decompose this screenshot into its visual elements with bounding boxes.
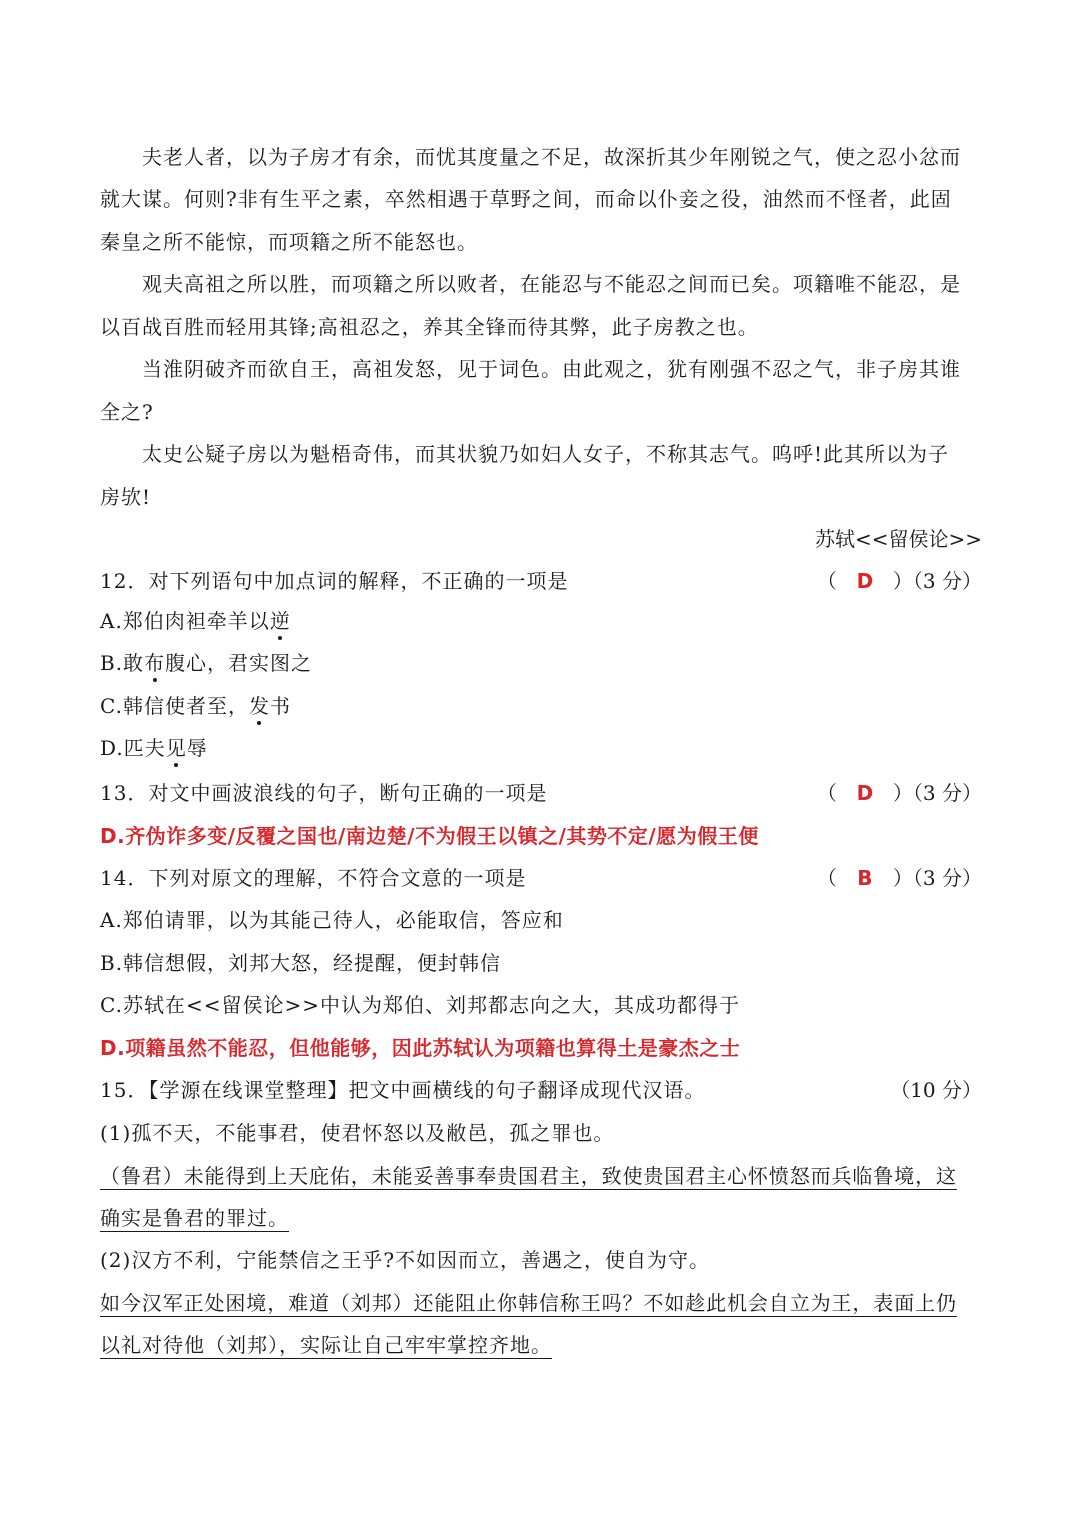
q12-stem: 12．对下列语句中加点词的解释，不正确的一项是	[100, 569, 569, 593]
q12-option-d: D.匹夫见辱	[100, 736, 208, 760]
q12-option-c-dotted: 发	[248, 694, 270, 718]
q13-answer-text: D.齐伪诈多变/反覆之国也/南边楚/不为假王以镇之/其势不定/愿为假王便	[100, 824, 759, 848]
q15-answer-1-line1: （鲁君）未能得到上天庇佑，未能妥善事奉贵国君主，致使贵国君主心怀愤怒而兵临鲁境，这	[100, 1164, 957, 1188]
q13-stem: 13．对文中画波浪线的句子，断句正确的一项是	[100, 781, 548, 805]
q13-answer-box	[817, 779, 982, 807]
q14-option-c: C.苏轼在<<留侯论>>中认为郑伯、刘邦都志向之大，其成功都得于	[100, 993, 740, 1017]
q12-answer: D	[856, 569, 874, 593]
q14-answer-box	[817, 864, 982, 892]
passage-source: 苏轼<<留侯论>>	[814, 527, 982, 551]
q13-paren-close: ）	[892, 781, 913, 805]
q15-answer-2-line1: 如今汉军正处困境，难道（刘邦）还能阻止你韩信称王吗？不如趁此机会自立为王，表面上仍	[100, 1291, 957, 1315]
q12-option-b-dotted: 布	[144, 651, 166, 675]
q14-option-b: B.韩信想假，刘邦大怒，经提醒，便封韩信	[100, 951, 502, 975]
q14-option-a: A.郑伯请罪，以为其能己待人，必能取信，答应和	[100, 908, 564, 932]
q13-paren-open: （	[816, 781, 837, 805]
q15-sentence-2: (2)汉方不利，宁能禁信之王乎?不如因而立，善遇之，使自为守。	[100, 1248, 711, 1272]
passage-p1-line3: 秦皇之所不能惊，而项籍之所不能怒也。	[100, 230, 478, 254]
q14-option-d: D.项籍虽然不能忍，但他能够，因此苏轼认为项籍也算得土是豪杰之士	[100, 1036, 741, 1060]
q12-option-b: B.敢布腹心，君实图之	[100, 651, 313, 675]
passage-p2-line2: 以百战百胜而轻用其锋;高祖忍之，养其全锋而待其弊，此子房教之也。	[100, 315, 759, 339]
q14-score: （3 分）	[912, 866, 982, 890]
q12-answer-box	[817, 567, 982, 595]
q15-answer-2-line2: 以礼对待他（刘邦），实际让自己牢牢掌控齐地。	[100, 1333, 552, 1357]
passage-p2-line1: 观夫高祖之所以胜，而项籍之所以败者，在能忍与不能忍之间而已矣。项籍唯不能忍，是	[142, 272, 961, 296]
passage-p3-line2: 全之?	[100, 400, 154, 424]
passage-p1-line2: 就大谋。何则?非有生平之素，卒然相遇于草野之间，而命以仆妾之役，油然而不怪者，此固	[100, 187, 952, 211]
q12-option-a-dotted: 逆	[269, 609, 291, 633]
passage-p4-line2: 房欤!	[100, 485, 152, 509]
passage-p3-line1: 当淮阴破齐而欲自王，高祖发怒，见于词色。由此观之，犹有刚强不忍之气，非子房其谁	[142, 357, 961, 381]
q14-paren-open: （	[816, 866, 837, 890]
q12-option-d-dotted: 见	[165, 736, 187, 760]
q15-score: （10 分）	[890, 1078, 982, 1102]
q12-option-c: C.韩信使者至，发书	[100, 694, 291, 718]
q14-answer: B	[857, 866, 873, 890]
passage-p4-line1: 太史公疑子房以为魁梧奇伟，而其状貌乃如妇人女子，不称其志气。呜呼!此其所以为子	[142, 442, 950, 466]
q14-paren-close: ）	[892, 866, 913, 890]
q15-answer-1-line2: 确实是鲁君的罪过。	[100, 1206, 289, 1230]
passage-p1-line1: 夫老人者，以为子房才有余，而忧其度量之不足，故深折其少年刚锐之气，使之忍小忿而	[142, 145, 961, 169]
q12-paren-open: （	[816, 569, 837, 593]
q15-sentence-1: (1)孤不天，不能事君，使君怀怒以及敝邑，孤之罪也。	[100, 1121, 615, 1145]
q13-score: （3 分）	[912, 781, 982, 805]
q12-option-a: A.郑伯肉袒牵羊以逆	[100, 609, 291, 633]
q12-score: （3 分）	[912, 569, 982, 593]
q12-paren-close: ）	[892, 569, 913, 593]
q15-stem: 15．【学源在线课堂整理】把文中画横线的句子翻译成现代汉语。	[100, 1078, 706, 1102]
q13-answer: D	[856, 781, 874, 805]
q14-stem: 14．下列对原文的理解，不符合文意的一项是	[100, 866, 527, 890]
